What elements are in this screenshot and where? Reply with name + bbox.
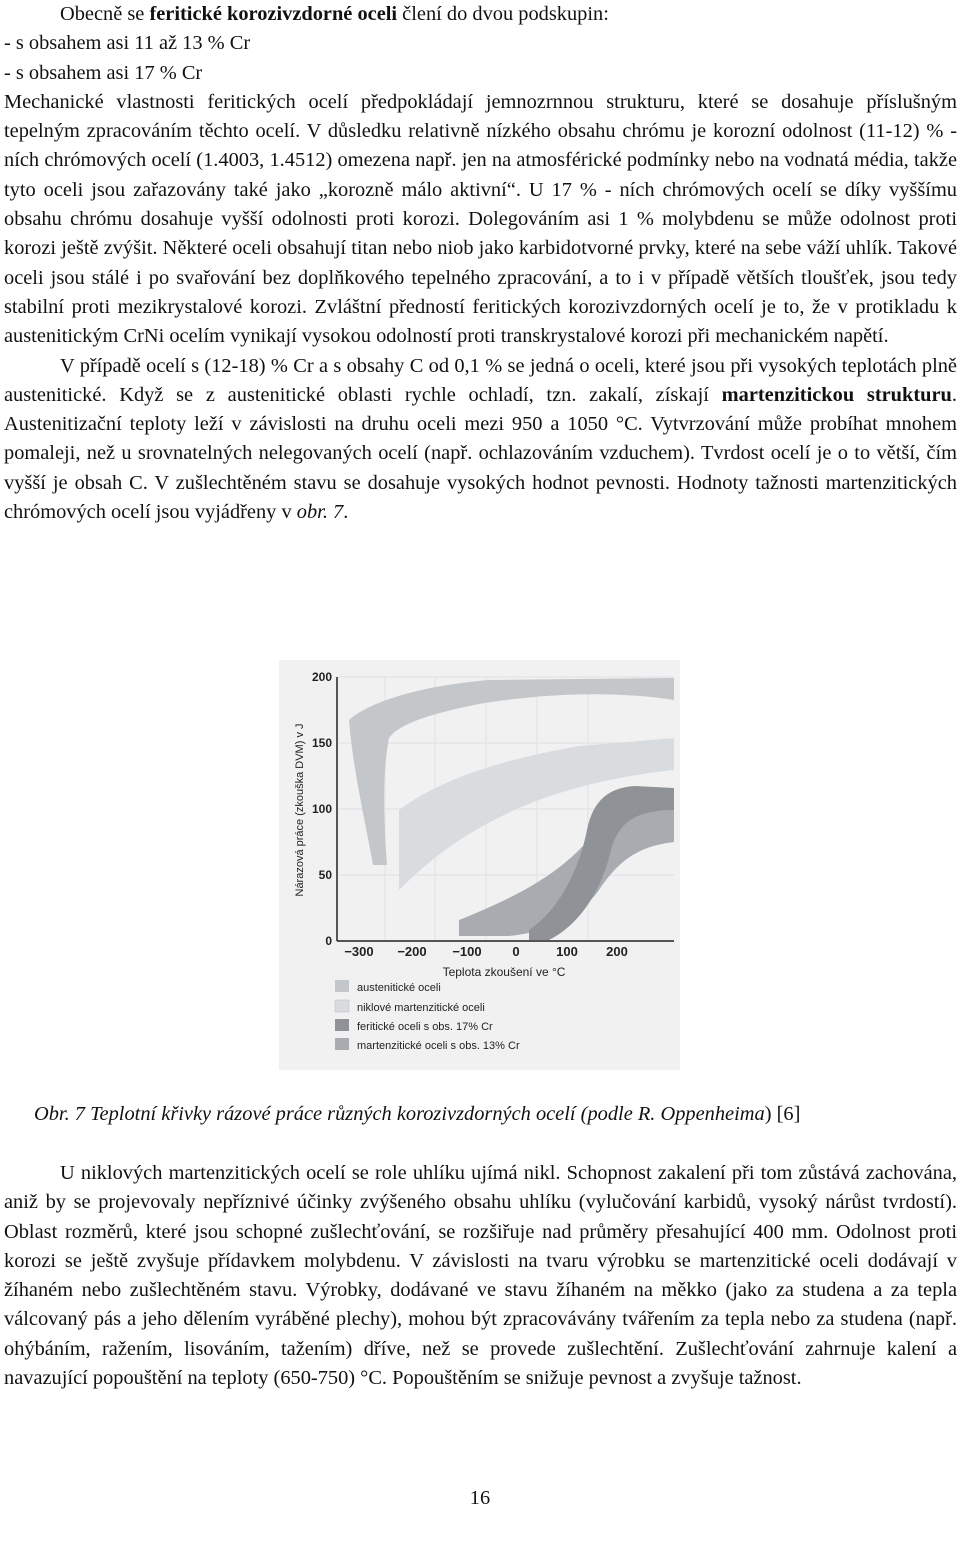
legend-label: martenzitické oceli s obs. 13% Cr [357,1040,520,1052]
y-tick-label: 50 [318,868,332,882]
legend-label: feritické oceli s obs. 17% Cr [357,1021,493,1033]
figure-reference: obr. 7 [296,501,344,524]
legend-swatch [335,1019,349,1031]
paragraph-nickel-martensitic: U niklových martenzitických ocelí se role uhlíku ujímá nikl. Schopnost zakalení při tom zůstává zachována, aniž by se projevovaly nepříznivé účinky zvýšeného obsahu uhlíku (vylučování karbidů, vysoký nárůst tvrdostí). Oblast rozměrů, které jsou schopné zušlechťování, se rozšiřuje nad průměry přesahující 400 mm. Odolnost proti korozi se ještě zvyšuje přídavkem molybdenu. V závislosti na tvaru výrobku se martenzitické oceli dodávají v žíhaném nebo zušlechtěném stavu. Výrobky, dodávané ve stavu žíhaném na měkko (jako za studena a za tepla válcovaný pás a jeho dělením vyráběné plechy), mohou být zpracovávány tvářením za tepla nebo za studena (např. ohýbáním, ražením, lisováním, tažením) dříve, než se provede zušlechtění. Zušlechťování zahrnuje kalení a navazující popouštění na teploty (650-750) °C. Popouštěním se snižuje pevnost a zvyšuje tažnost. [4,1162,957,1390]
intro-text-end: člení do dvou podskupin: [397,3,609,25]
page-number: 16 [469,1487,491,1509]
y-axis-label: Nárazová práce (zkouška DVM) v J [294,723,306,897]
x-tick-label: 0 [512,944,520,959]
martensitic-term: martenzitickou strukturu [721,383,952,406]
x-tick-label: 100 [556,944,578,959]
x-tick-label: −100 [452,944,482,959]
list-item: - s obsahem asi 17 % Cr [4,61,203,84]
y-tick-label: 100 [311,802,332,816]
document-page-lower [4,1159,957,1393]
legend-label: niklové martenzitické oceli [357,1002,485,1014]
x-tick-label: −200 [397,944,427,959]
legend-swatch [335,1038,349,1050]
x-tick-label: 200 [606,944,628,959]
document-page [4,0,957,527]
impact-energy-figure [279,660,680,1070]
figure-image [279,660,680,1070]
legend-swatch [335,1000,349,1012]
intro-text: Obecně se [60,3,150,25]
y-tick-label: 0 [325,934,332,948]
ferritic-term: feritické korozivzdorné oceli [149,3,398,25]
paragraph-martensitic: V případě ocelí s (12-18) % Cr a s obsahy C od 0,1 % se jedná o oceli, které jsou při vysokých teplotách plně austenitické. Když se z austenitické oblasti rychle ochladí, tzn. zakalí, získají martenzitickou strukturu. Austenitizační teploty leží v závislosti na druhu oceli mezi 950 a 1050 °C. Vytvrzování může probíhat mnohem pomaleji, než u srovnatelných nelegovaných ocelí (např. ochlazováním vzduchem). Tvrdost ocelí je o to větší, čím vyšší je obsah C. V zušlechtěném stavu se dosahuje vysokých hodnot pevnosti. Hodnoty tažnosti martenzitických chrómových ocelí jsou vyjádřeny v obr. 7. [4,354,957,524]
list-item: - s obsahem asi 11 až 13 % Cr [4,32,251,55]
figure-caption: Obr. 7 Teplotní křivky rázové práce různých korozivzdorných ocelí (podle R. Oppenheima) [6] [34,1103,801,1125]
paragraph-ferritic: Mechanické vlastnosti feritických ocelí předpokládají jemnozrnnou strukturu, které se dosahuje příslušným tepelným zpracováním těchto ocelí. V důsledku relativně nízkého obsahu chrómu je korozní odolnost (11-12) % - ních chrómových ocelí (1.4003, 1.4512) omezena např. jen na atmosférické podmínky nebo na vodnatá média, takže tyto oceli jsou zařazovány také jako „korozně málo aktivní“. U 17 % - ních chrómových ocelí se díky vyššímu obsahu chrómu dosahuje vyšší odolnosti proti korozi. Dolegováním asi 1 % molybdenu se může odolnost proti korozi ještě zvýšit. Některé oceli obsahují titan nebo niob jako karbidotvorné prvky, které na sebe váží uhlík. Takové oceli jsou stálé i po svařování bez doplňkového tepelného zpracování, a to i v případě větších tloušťek, jsou tedy stabilní proti mezikrystalové korozi. Zvláštní předností feritických korozivzdorných ocelí je to, že v protikladu k austenitickým CrNi ocelím vynikají vysokou odolností proti transkrystalové korozi při mechanickém napětí. [4,90,957,348]
x-tick-label: −300 [344,944,374,959]
legend-swatch [335,980,349,992]
legend-label: austenitické oceli [357,982,441,994]
y-tick-label: 150 [311,736,332,750]
intro-line [4,0,957,29]
y-tick-label: 200 [311,670,332,684]
x-axis-label: Teplota zkoušení ve °C [442,965,566,979]
